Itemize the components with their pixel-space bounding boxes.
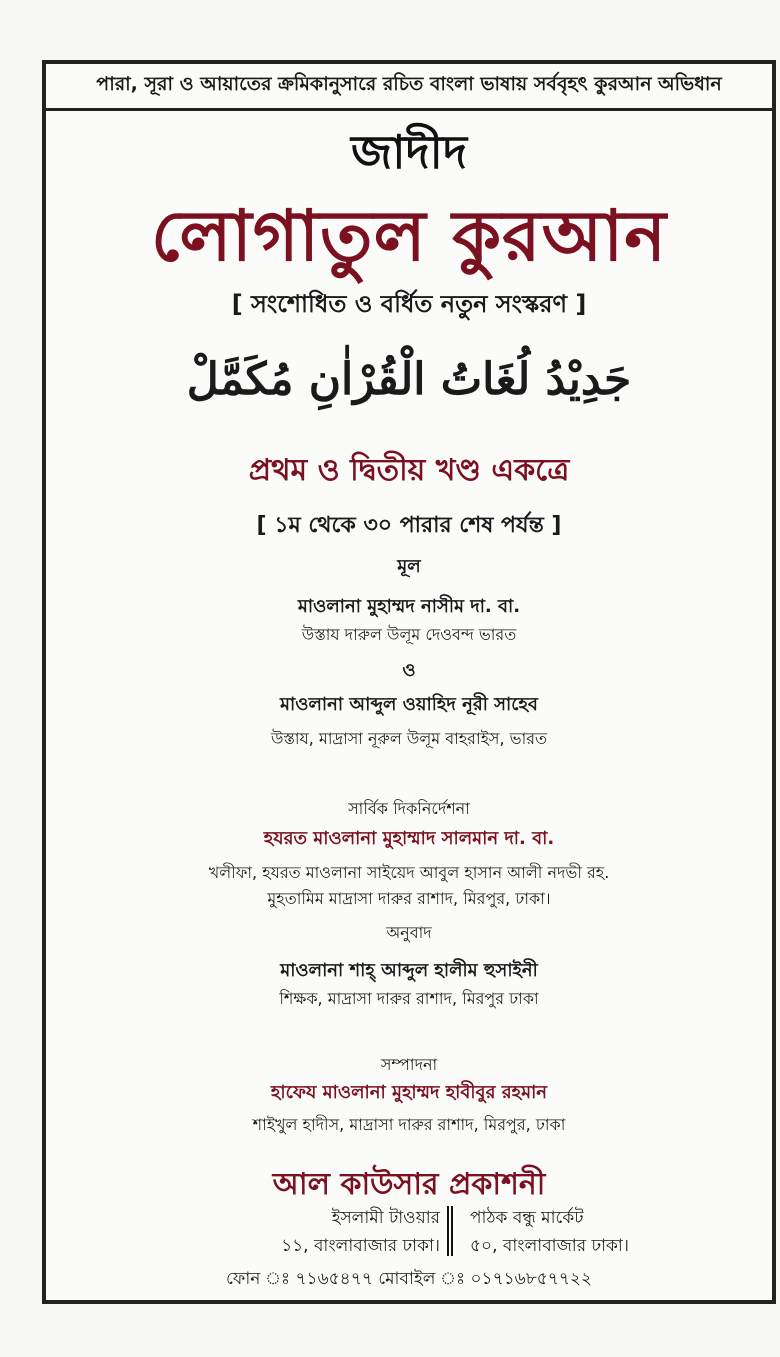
publisher-name: আল কাউসার প্রকাশনী (272, 1167, 546, 1202)
address-right-line2: ৫০, বাংলাবাজার ঢাকা। (470, 1236, 629, 1256)
guidance-name: হযরত মাওলানা মুহাম্মাদ সালমান দা. বা. (263, 828, 555, 849)
address-divider (447, 1206, 453, 1256)
and-word: ও (402, 660, 416, 681)
editor-name: হাফেয মাওলানা মুহাম্মদ হাবীবুর রহমান (270, 1082, 548, 1103)
guidance-label: সার্বিক দিকনির্দেশনা (348, 799, 470, 818)
publisher-address-right (470, 1204, 670, 1260)
author1-title: উস্তায দারুল উলূম দেওবন্দ ভারত (301, 625, 517, 644)
editing-label: সম্পাদনা (380, 1055, 438, 1074)
translation-label: অনুবাদ (386, 923, 432, 942)
translator-title: শিক্ষক, মাদ্রাসা দারুর রাশাদ, মিরপুর ঢাকা (279, 989, 539, 1008)
author2-title: উস্তায, মাদ্রাসা নূরুল উলূম বাহরাইস, ভারত (270, 729, 548, 748)
range-note: [ ১ম থেকে ৩০ পারার শেষ পর্যন্ত ] (256, 513, 562, 538)
author1-name: মাওলানা মুহাম্মদ নাসীম দা. বা. (297, 596, 521, 617)
publisher-address-left (240, 1204, 440, 1260)
header-tagline: পারা, সূরা ও আয়াতের ক্রমিকানুসারে রচিত বাংলা ভাষায় সর্ববৃহৎ কুরআন অভিধান (44, 64, 774, 111)
title-prefix: জাদীদ (351, 125, 467, 179)
arabic-title: جَدِيْدُ لُغَاتُ الْقُرْاٰنِ مُكَمَّلْ (186, 354, 632, 405)
author2-name: মাওলানা আব্দুল ওয়াহিদ নূরী সাহেব (280, 694, 538, 715)
address-right-line1: পাঠক বন্ধু মার্কেট (470, 1208, 584, 1228)
original-label: মূল (397, 556, 421, 577)
book-title: লোগাতুল কুরআন (151, 195, 667, 277)
guidance-line2: মুহতামিম মাদ্রাসা দারুর রাশাদ, মিরপুর, ঢাকা। (267, 889, 551, 908)
address-left-line1: ইসলামী টাওয়ার (331, 1208, 440, 1228)
volumes-note: প্রথম ও দ্বিতীয় খণ্ড একত্রে (248, 453, 570, 488)
guidance-line1: খলীফা, হযরত মাওলানা সাইয়েদ আবুল হাসান আলী নদভী রহ. (208, 863, 610, 882)
address-left-line2: ১১, বাংলাবাজার ঢাকা। (281, 1236, 440, 1256)
edition-note: [ সংশোধিত ও বর্ধিত নতুন সংস্করণ ] (231, 290, 587, 318)
translator-name: মাওলানা শাহ্ আব্দুল হালীম হুসাইনী (280, 960, 538, 981)
publisher-phone: ফোন ঃ ৭১৬৫৪৭৭ মোবাইল ঃ ০১৭১৬৮৫৭৭২২ (226, 1269, 592, 1289)
editor-title: শাইখুল হাদীস, মাদ্রাসা দারুর রাশাদ, মিরপুর, ঢাকা (252, 1115, 566, 1134)
